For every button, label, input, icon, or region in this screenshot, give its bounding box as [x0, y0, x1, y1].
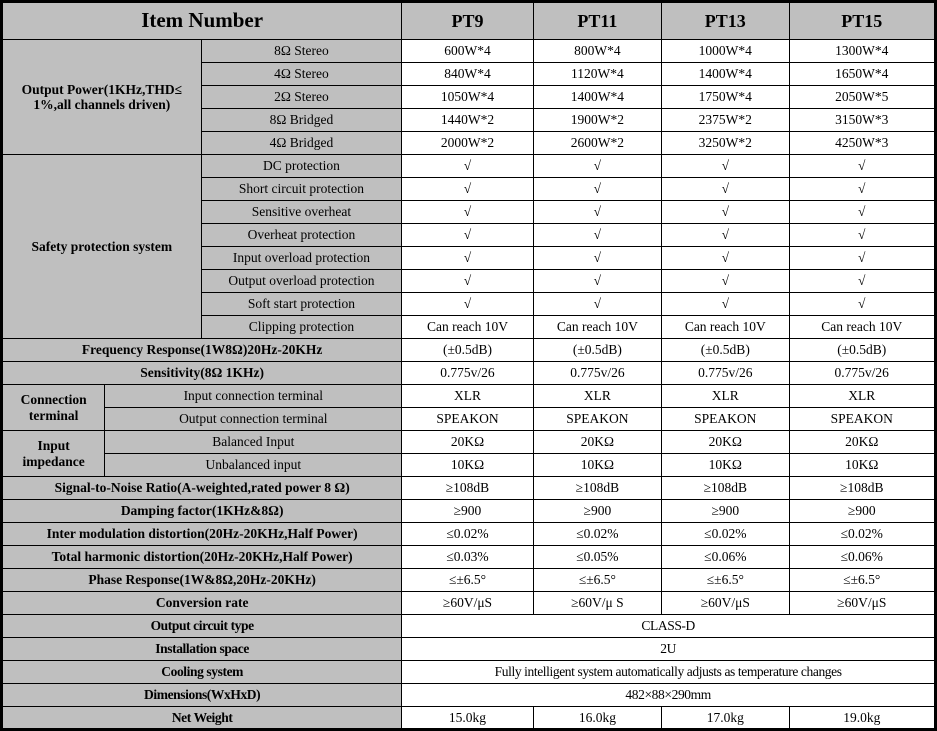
value-cell: √	[402, 270, 533, 293]
value-cell: √	[402, 178, 533, 201]
table-row	[2, 638, 936, 661]
row-label: Input overload protection	[201, 247, 402, 270]
table-row	[2, 569, 936, 592]
row-label-output-circuit-type: Output circuit type	[2, 615, 402, 638]
table-row	[2, 155, 936, 178]
row-label: 8Ω Bridged	[201, 109, 402, 132]
table-row	[2, 523, 936, 546]
value-cell: ≥900	[533, 500, 661, 523]
table-row	[2, 362, 936, 385]
value-cell: ≤0.02%	[533, 523, 661, 546]
header-row	[2, 2, 936, 40]
row-label-phase: Phase Response(1W&8Ω,20Hz-20KHz)	[2, 569, 402, 592]
row-label-cooling-system: Cooling system	[2, 661, 402, 684]
value-cell: Can reach 10V	[662, 316, 789, 339]
table-row	[2, 40, 936, 63]
value-cell: ≤0.05%	[533, 546, 661, 569]
value-cell: 20KΩ	[662, 431, 789, 454]
value-cell: √	[402, 201, 533, 224]
value-cell: ≤±6.5°	[662, 569, 789, 592]
value-cell: 3150W*3	[789, 109, 936, 132]
row-label: 4Ω Stereo	[201, 63, 402, 86]
table-row	[2, 546, 936, 569]
value-cell: √	[533, 293, 661, 316]
value-cell: √	[789, 201, 936, 224]
value-cell: √	[662, 293, 789, 316]
value-cell: ≥60V/μS	[789, 592, 936, 615]
value-cell: 1050W*4	[402, 86, 533, 109]
value-cell: 1750W*4	[662, 86, 789, 109]
value-cell: CLASS-D	[402, 615, 936, 638]
value-cell: XLR	[789, 385, 936, 408]
value-cell: SPEAKON	[533, 408, 661, 431]
value-cell: ≤0.06%	[789, 546, 936, 569]
section-label-output-power: Output Power(1KHz,THD≤ 1%,all channels driven)	[2, 40, 202, 155]
table-row	[2, 477, 936, 500]
value-cell: √	[533, 224, 661, 247]
value-cell: ≥108dB	[533, 477, 661, 500]
row-label: Output overload protection	[201, 270, 402, 293]
value-cell: √	[789, 224, 936, 247]
value-cell: 1400W*4	[662, 63, 789, 86]
value-cell: 20KΩ	[789, 431, 936, 454]
value-cell: ≥108dB	[789, 477, 936, 500]
value-cell: 1650W*4	[789, 63, 936, 86]
value-cell: ≤±6.5°	[533, 569, 661, 592]
value-cell: √	[402, 293, 533, 316]
value-cell: SPEAKON	[662, 408, 789, 431]
value-cell: √	[402, 224, 533, 247]
value-cell: 2600W*2	[533, 132, 661, 155]
value-cell: √	[789, 155, 936, 178]
table-row	[2, 431, 936, 454]
value-cell: 10KΩ	[402, 454, 533, 477]
value-cell: 4250W*3	[789, 132, 936, 155]
section-label-input-impedance: Input impedance	[2, 431, 105, 477]
value-cell: XLR	[402, 385, 533, 408]
value-cell: √	[402, 247, 533, 270]
value-cell: 10KΩ	[662, 454, 789, 477]
value-cell: √	[662, 155, 789, 178]
value-cell: ≥60V/μS	[662, 592, 789, 615]
value-cell: ≤±6.5°	[789, 569, 936, 592]
table-row	[2, 454, 936, 477]
item-number-header: Item Number	[2, 2, 402, 40]
value-cell: 0.775v/26	[402, 362, 533, 385]
value-cell: ≥900	[402, 500, 533, 523]
value-cell: 0.775v/26	[789, 362, 936, 385]
product-header-pt11: PT11	[533, 2, 661, 40]
table-row	[2, 661, 936, 684]
value-cell: √	[533, 247, 661, 270]
table-row	[2, 684, 936, 707]
value-cell: √	[533, 178, 661, 201]
value-cell: 1440W*2	[402, 109, 533, 132]
value-cell: ≤0.02%	[662, 523, 789, 546]
value-cell: 1120W*4	[533, 63, 661, 86]
value-cell: 482×88×290mm	[402, 684, 936, 707]
row-label-imd: Inter modulation distortion(20Hz-20KHz,Half Power)	[2, 523, 402, 546]
value-cell: SPEAKON	[789, 408, 936, 431]
row-label: Balanced Input	[105, 431, 402, 454]
row-label-thd: Total harmonic distortion(20Hz-20KHz,Half Power)	[2, 546, 402, 569]
value-cell: SPEAKON	[402, 408, 533, 431]
value-cell: ≥108dB	[662, 477, 789, 500]
value-cell: Can reach 10V	[533, 316, 661, 339]
row-label: Output connection terminal	[105, 408, 402, 431]
row-label: Input connection terminal	[105, 385, 402, 408]
value-cell: ≤0.03%	[402, 546, 533, 569]
row-label: Short circuit protection	[201, 178, 402, 201]
value-cell: ≤0.02%	[402, 523, 533, 546]
row-label-sensitivity: Sensitivity(8Ω 1KHz)	[2, 362, 402, 385]
value-cell: √	[662, 224, 789, 247]
product-header-pt15: PT15	[789, 2, 936, 40]
value-cell: 840W*4	[402, 63, 533, 86]
value-cell: 2000W*2	[402, 132, 533, 155]
row-label: 4Ω Bridged	[201, 132, 402, 155]
value-cell: √	[662, 247, 789, 270]
value-cell: Can reach 10V	[402, 316, 533, 339]
table-row	[2, 615, 936, 638]
value-cell: 19.0kg	[789, 707, 936, 730]
row-label: DC protection	[201, 155, 402, 178]
value-cell: XLR	[533, 385, 661, 408]
value-cell: 2050W*5	[789, 86, 936, 109]
value-cell: 20KΩ	[402, 431, 533, 454]
value-cell: √	[662, 270, 789, 293]
row-label: Overheat protection	[201, 224, 402, 247]
value-cell: 10KΩ	[789, 454, 936, 477]
value-cell: 1300W*4	[789, 40, 936, 63]
row-label-dimensions: Dimensions(WxHxD)	[2, 684, 402, 707]
table-row	[2, 500, 936, 523]
value-cell: ≤0.02%	[789, 523, 936, 546]
row-label: 2Ω Stereo	[201, 86, 402, 109]
value-cell: 10KΩ	[533, 454, 661, 477]
value-cell: ≥900	[789, 500, 936, 523]
value-cell: 15.0kg	[402, 707, 533, 730]
table-row	[2, 707, 936, 730]
value-cell: Can reach 10V	[789, 316, 936, 339]
table-row	[2, 592, 936, 615]
value-cell: ≤0.06%	[662, 546, 789, 569]
row-label-net-weight: Net Weight	[2, 707, 402, 730]
table-row	[2, 408, 936, 431]
value-cell: 1400W*4	[533, 86, 661, 109]
value-cell: Fully intelligent system automatically adjusts as temperature changes	[402, 661, 936, 684]
value-cell: 20KΩ	[533, 431, 661, 454]
value-cell: √	[789, 178, 936, 201]
value-cell: √	[789, 247, 936, 270]
row-label-conversion-rate: Conversion rate	[2, 592, 402, 615]
table-row	[2, 385, 936, 408]
value-cell: 1900W*2	[533, 109, 661, 132]
value-cell: (±0.5dB)	[402, 339, 533, 362]
value-cell: 1000W*4	[662, 40, 789, 63]
value-cell: (±0.5dB)	[533, 339, 661, 362]
row-label: Soft start protection	[201, 293, 402, 316]
value-cell: 600W*4	[402, 40, 533, 63]
section-label-safety: Safety protection system	[2, 155, 202, 339]
value-cell: ≥60V/μS	[402, 592, 533, 615]
table-row	[2, 339, 936, 362]
row-label-frequency-response: Frequency Response(1W8Ω)20Hz-20KHz	[2, 339, 402, 362]
value-cell: (±0.5dB)	[789, 339, 936, 362]
value-cell: 0.775v/26	[533, 362, 661, 385]
value-cell: ≥60V/μ S	[533, 592, 661, 615]
value-cell: 17.0kg	[662, 707, 789, 730]
value-cell: ≥108dB	[402, 477, 533, 500]
row-label: Clipping protection	[201, 316, 402, 339]
value-cell: ≥900	[662, 500, 789, 523]
row-label: 8Ω Stereo	[201, 40, 402, 63]
value-cell: 0.775v/26	[662, 362, 789, 385]
value-cell: ≤±6.5°	[402, 569, 533, 592]
row-label-installation-space: Installation space	[2, 638, 402, 661]
value-cell: √	[789, 293, 936, 316]
value-cell: 800W*4	[533, 40, 661, 63]
product-header-pt13: PT13	[662, 2, 789, 40]
section-label-connection-terminal: Connection terminal	[2, 385, 105, 431]
value-cell: √	[533, 201, 661, 224]
value-cell: 2U	[402, 638, 936, 661]
row-label-snr: Signal-to-Noise Ratio(A-weighted,rated power 8 Ω)	[2, 477, 402, 500]
value-cell: XLR	[662, 385, 789, 408]
value-cell: √	[662, 201, 789, 224]
value-cell: √	[402, 155, 533, 178]
value-cell: √	[789, 270, 936, 293]
value-cell: (±0.5dB)	[662, 339, 789, 362]
row-label: Sensitive overheat	[201, 201, 402, 224]
row-label: Unbalanced input	[105, 454, 402, 477]
row-label-damping: Damping factor(1KHz&8Ω)	[2, 500, 402, 523]
value-cell: 2375W*2	[662, 109, 789, 132]
value-cell: √	[662, 178, 789, 201]
value-cell: 16.0kg	[533, 707, 661, 730]
value-cell: 3250W*2	[662, 132, 789, 155]
value-cell: √	[533, 155, 661, 178]
value-cell: √	[533, 270, 661, 293]
product-header-pt9: PT9	[402, 2, 533, 40]
